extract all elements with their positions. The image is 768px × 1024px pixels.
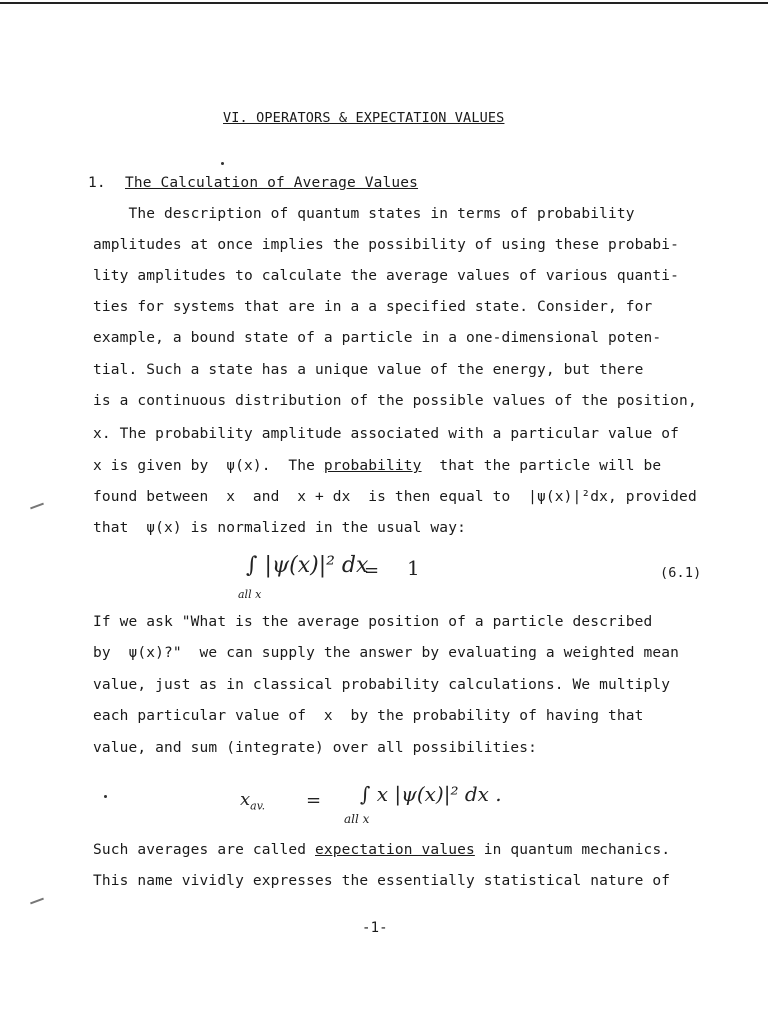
eq1-limit: all x xyxy=(238,588,262,601)
paragraph-line xyxy=(93,842,670,858)
eq2-limit: all x xyxy=(344,812,370,826)
paragraph-line: tial. Such a state has a unique value of the energy, but there xyxy=(93,362,644,378)
eq1-integrand: ∫ |ψ(x)|² dx xyxy=(246,553,369,578)
paragraph-line: is a continuous distribution of the possible values of the position, xyxy=(93,393,697,409)
paragraph-line: ties for systems that are in a a specified state. Consider, for xyxy=(93,299,653,315)
page-number: -1- xyxy=(362,920,388,936)
line-text: that the particle will be xyxy=(421,458,662,474)
paragraph-line xyxy=(93,458,661,474)
paragraph-line: found between x and x + dx is then equal to |ψ(x)|²dx, provided xyxy=(93,489,697,505)
section-title: The Calculation of Average Values xyxy=(125,175,419,191)
emphasized-term-probability: probability xyxy=(323,458,422,474)
paragraph-line: This name vividly expresses the essentially statistical nature of xyxy=(93,873,671,889)
margin-mark xyxy=(30,898,44,905)
eq1-equals: = xyxy=(364,560,380,581)
eq2-lhs-symbol: x xyxy=(240,789,251,810)
line-text: x is given by ψ(x). The xyxy=(93,458,324,474)
scan-speck xyxy=(104,795,107,798)
margin-mark xyxy=(30,503,44,510)
scan-speck xyxy=(221,162,224,165)
paragraph-line: lity amplitudes to calculate the average values of various quanti- xyxy=(93,268,680,284)
line-text: in quantum mechanics. xyxy=(474,842,671,858)
paragraph-line: example, a bound state of a particle in a one-dimensional poten- xyxy=(93,330,662,346)
paragraph-line: If we ask "What is the average position of a particle described xyxy=(93,614,653,630)
chapter-heading: VI. OPERATORS & EXPECTATION VALUES xyxy=(223,110,505,126)
eq1-rhs: 1 xyxy=(407,556,420,580)
paragraph-line: value, and sum (integrate) over all possibilities: xyxy=(93,740,537,756)
paragraph-line: by ψ(x)?" we can supply the answer by evaluating a weighted mean xyxy=(93,645,680,661)
eq2-equals: = xyxy=(306,790,322,811)
paragraph-line: amplitudes at once implies the possibility of using these probabi- xyxy=(93,237,680,253)
section-number: 1. xyxy=(88,175,106,191)
eq2-lhs-subscript: av. xyxy=(250,799,266,813)
line-text: Such averages are called xyxy=(93,842,315,858)
emphasized-term-expectation-values: expectation values xyxy=(315,842,475,858)
paragraph-line: x. The probability amplitude associated with a particular value of xyxy=(93,426,680,442)
eq2-lhs xyxy=(240,789,265,813)
paragraph-line: that ψ(x) is normalized in the usual way: xyxy=(93,520,466,536)
paragraph-line: The description of quantum states in terms of probability xyxy=(93,206,635,222)
equation-number: (6.1) xyxy=(660,565,702,581)
eq2-rhs: ∫ x |ψ(x)|² dx . xyxy=(360,782,502,806)
paragraph-line: each particular value of x by the probability of having that xyxy=(93,708,644,724)
top-border-rule xyxy=(0,2,768,4)
paragraph-line: value, just as in classical probability calculations. We multiply xyxy=(93,677,671,693)
